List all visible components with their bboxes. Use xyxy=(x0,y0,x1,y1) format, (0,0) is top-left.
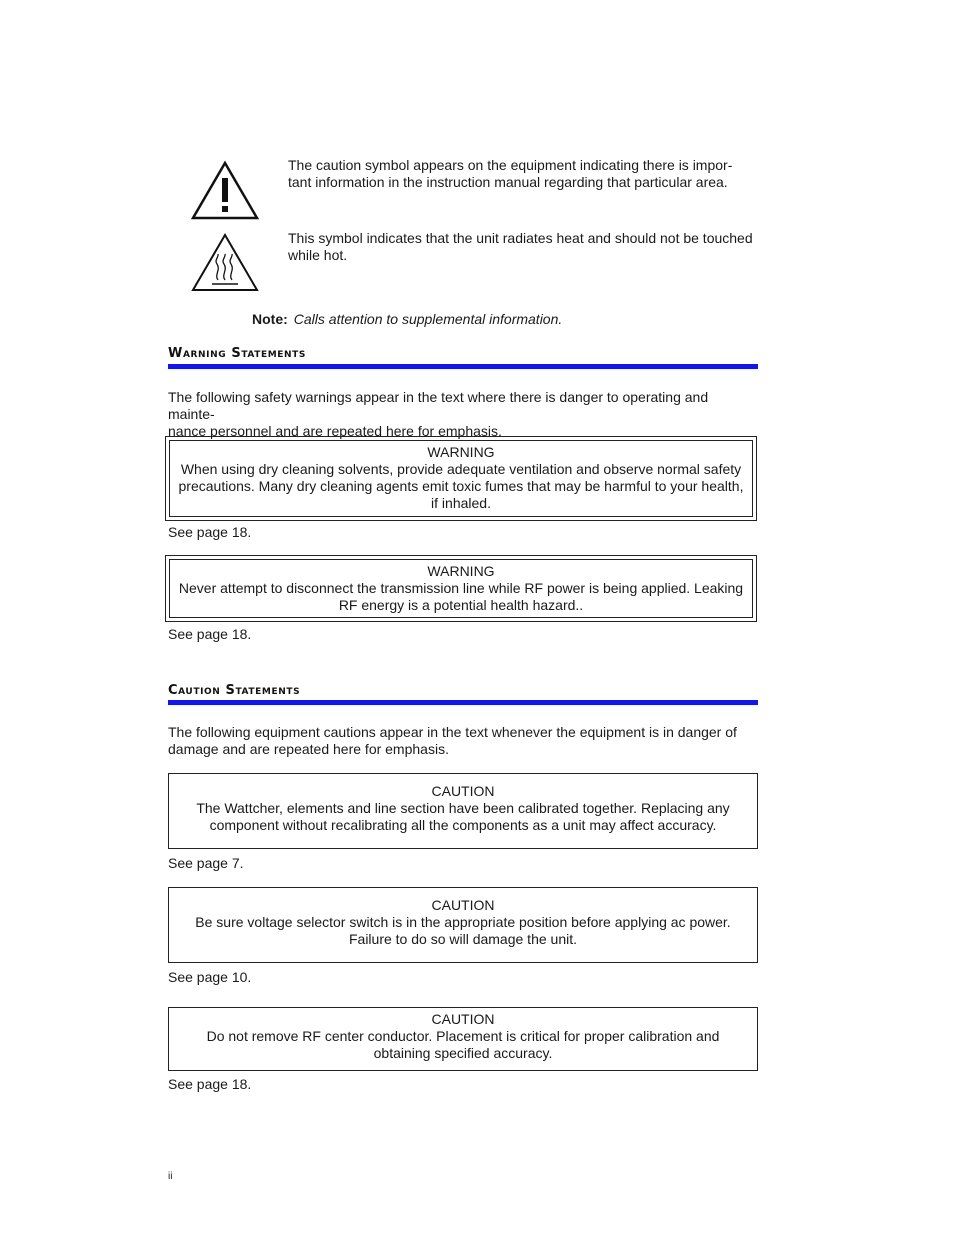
note-text: Calls attention to supplemental information. xyxy=(293,311,563,327)
caution-box xyxy=(168,773,758,849)
caution-symbol-description: The caution symbol appears on the equipment indicating there is impor- tant information in the instruction manual regarding that particular area. xyxy=(288,157,733,190)
warning-line: When using dry cleaning solvents, provide adequate ventilation and observe normal safety xyxy=(180,461,742,477)
section-rule xyxy=(168,364,758,369)
warning-statements-heading: Warning Statements xyxy=(168,346,306,361)
caution-line: Failure to do so will damage the unit. xyxy=(348,931,577,947)
caution-title: CAUTION xyxy=(431,783,495,799)
caution-line: component without recalibrating all the components as a unit may affect accuracy. xyxy=(209,817,717,833)
caution-title: CAUTION xyxy=(431,897,495,913)
caution-title: CAUTION xyxy=(431,1011,495,1027)
heat-symbol-description: This symbol indicates that the unit radiates heat and should not be touched while hot. xyxy=(288,230,753,263)
see-page: See page 10. xyxy=(168,969,252,985)
note-label: Note: xyxy=(252,311,288,327)
caution-statements-heading: Caution Statements xyxy=(168,683,301,698)
caution-line: obtaining specified accuracy. xyxy=(373,1045,553,1061)
caution-line: Be sure voltage selector switch is in the appropriate position before applying ac power. xyxy=(195,914,731,930)
warning-intro: The following safety warnings appear in the text where there is danger to operating and mainte- nance personnel and are repeated here for emphasis. xyxy=(168,389,709,439)
warning-box xyxy=(165,555,757,622)
caution-box xyxy=(168,1007,758,1071)
warning-line: RF energy is a potential health hazard.. xyxy=(338,597,584,613)
page-number: ii xyxy=(168,1171,173,1182)
caution-line: Do not remove RF center conductor. Placement is critical for proper calibration and xyxy=(206,1028,720,1044)
warning-title: WARNING xyxy=(427,563,495,579)
hot-surface-icon xyxy=(190,232,260,294)
see-page: See page 18. xyxy=(168,626,252,642)
caution-triangle-icon xyxy=(190,160,260,222)
warning-line: precautions. Many dry cleaning agents emit toxic fumes that may be harmful to your health, xyxy=(178,478,744,494)
note xyxy=(252,311,562,328)
warning-title: WARNING xyxy=(427,444,495,460)
section-rule xyxy=(168,700,758,705)
see-page: See page 18. xyxy=(168,524,252,540)
warning-line: Never attempt to disconnect the transmission line while RF power is being applied. Leaking xyxy=(178,580,744,596)
caution-line: The Wattcher, elements and line section have been calibrated together. Replacing any xyxy=(196,800,730,816)
caution-box xyxy=(168,887,758,963)
see-page: See page 18. xyxy=(168,1076,252,1092)
warning-line: if inhaled. xyxy=(431,495,491,511)
caution-intro: The following equipment cautions appear in the text whenever the equipment is in danger of damage and are repeated here for emphasis. xyxy=(168,724,737,757)
see-page: See page 7. xyxy=(168,855,244,871)
warning-box xyxy=(165,436,757,521)
